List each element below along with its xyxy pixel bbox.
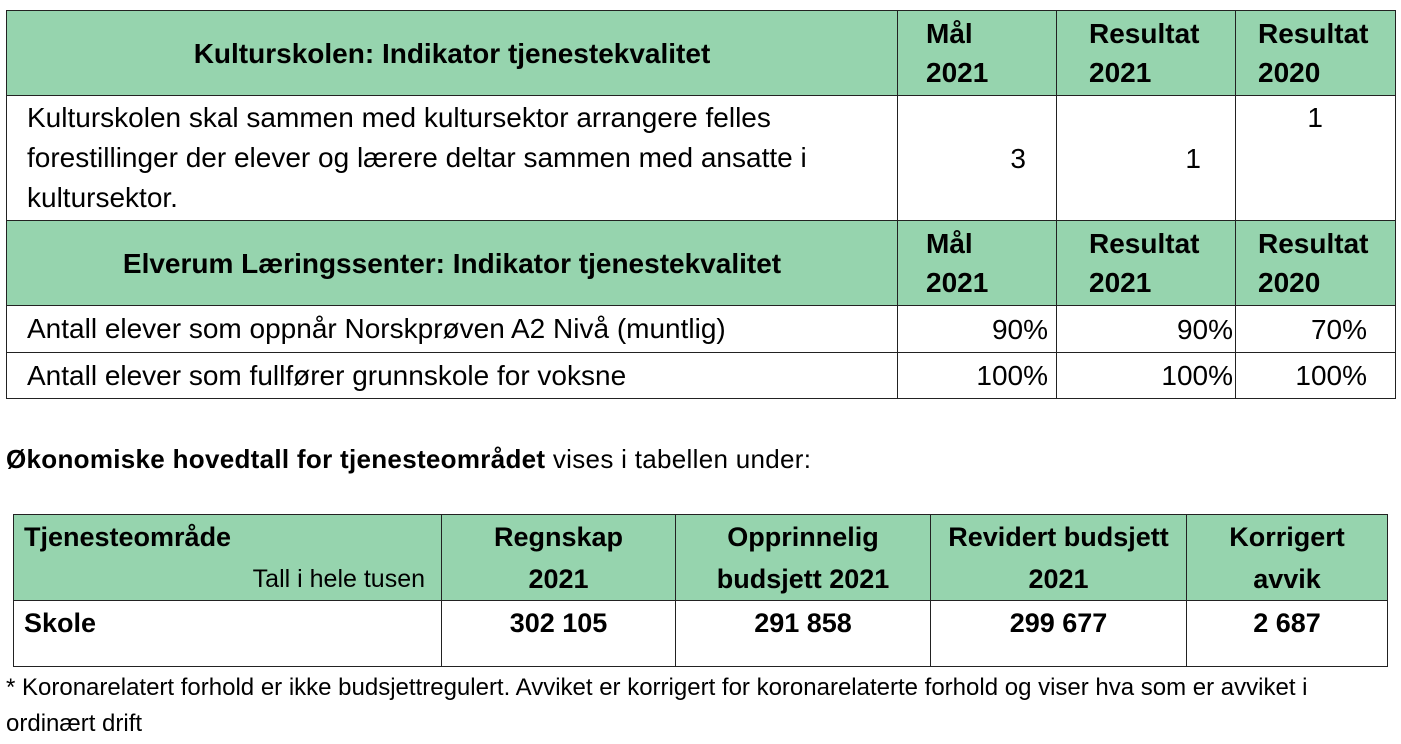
col-resultat-2021: Resultat 2021 — [1057, 11, 1236, 96]
opprinnelig-value: 291 858 — [676, 601, 931, 667]
col-resultat-2021: Resultat 2021 — [1057, 221, 1236, 306]
table-row — [7, 306, 1396, 353]
col-maal-2021: Mål 2021 — [898, 11, 1057, 96]
table-row — [7, 96, 1396, 221]
maal-value: 90% — [898, 306, 1057, 353]
col-opprinnelig-budsjett: Opprinnelig budsjett 2021 — [676, 515, 931, 601]
col-maal-2021: Mål 2021 — [898, 221, 1057, 306]
indicator-text: Kulturskolen skal sammen med kultursektor arrangere felles forestillinger der elever og lærere deltar sammen med ansatte i kultursektor. — [7, 96, 898, 221]
resultat-2020-value: 1 — [1236, 96, 1396, 221]
maal-value: 100% — [898, 353, 1057, 399]
col-revidert-budsjett: Revidert budsjett 2021 — [931, 515, 1187, 601]
maal-value: 3 — [898, 96, 1057, 221]
section2-header-row — [7, 221, 1396, 306]
table-row — [7, 353, 1396, 399]
revidert-value: 299 677 — [931, 601, 1187, 667]
col-resultat-2020: Resultat 2020 — [1236, 221, 1396, 306]
resultat-2020-value: 100% — [1236, 353, 1396, 399]
section1-title: Kulturskolen: Indikator tjenestekvalitet — [7, 11, 898, 96]
col-regnskap: Regnskap 2021 — [442, 515, 676, 601]
economic-header-row — [14, 515, 1388, 601]
footnote: * Koronarelatert forhold er ikke budsjettregulert. Avviket er korrigert for koronarelaterte forhold og viser hva som er avviket i ordinært drift — [6, 674, 1308, 737]
paragraph-bold: Økonomiske hovedtall for tjenesteområdet — [6, 444, 546, 474]
row-name: Skole — [14, 601, 442, 667]
col-tjenesteomraade: Tjenesteområde Tall i hele tusen — [14, 515, 442, 601]
resultat-2021-value: 1 — [1057, 96, 1236, 221]
table-row — [14, 601, 1388, 667]
economic-table — [13, 514, 1388, 667]
section2-title: Elverum Læringssenter: Indikator tjenestekvalitet — [7, 221, 898, 306]
intro-paragraph — [6, 444, 811, 475]
col-resultat-2020: Resultat 2020 — [1236, 11, 1396, 96]
resultat-2021-value: 90% — [1057, 306, 1236, 353]
indicator-text: Antall elever som oppnår Norskprøven A2 Nivå (muntlig) — [7, 306, 898, 353]
quality-indicator-table — [6, 10, 1396, 399]
col-korrigert-avvik: Korrigert avvik — [1187, 515, 1388, 601]
paragraph-rest: vises i tabellen under: — [545, 444, 812, 474]
avvik-value: 2 687 — [1187, 601, 1388, 667]
section1-header-row — [7, 11, 1396, 96]
regnskap-value: 302 105 — [442, 601, 676, 667]
indicator-text: Antall elever som fullfører grunnskole for voksne — [7, 353, 898, 399]
resultat-2021-value: 100% — [1057, 353, 1236, 399]
resultat-2020-value: 70% — [1236, 306, 1396, 353]
